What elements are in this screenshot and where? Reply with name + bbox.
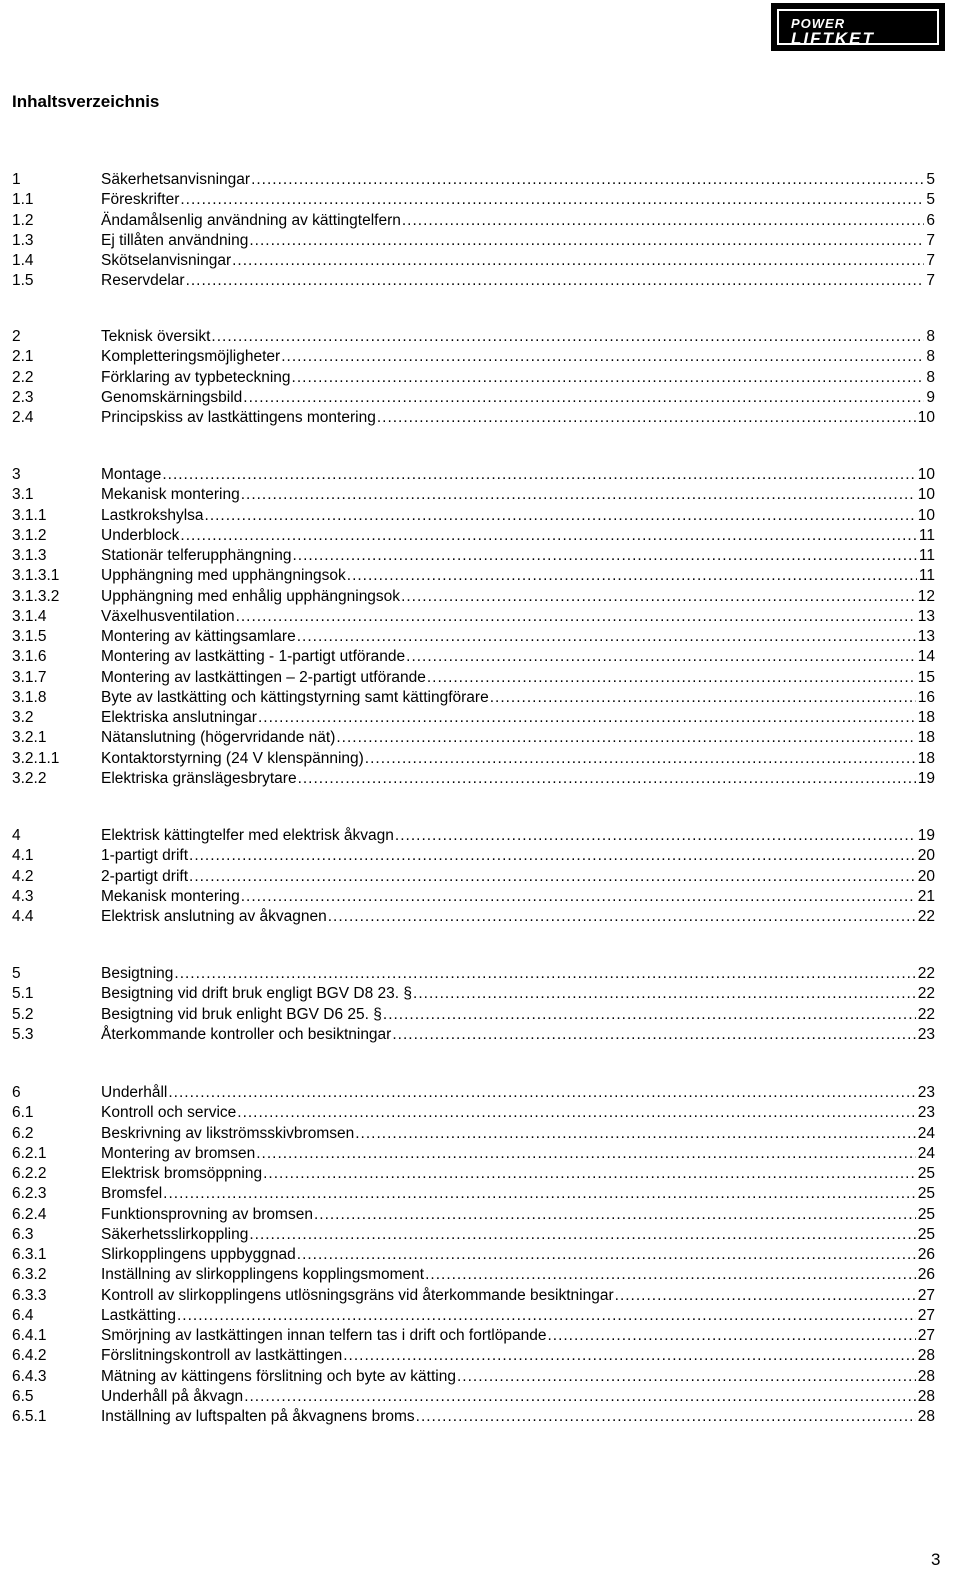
toc-entry-number: 6.2.3 bbox=[12, 1185, 47, 1203]
toc-dot-leader bbox=[251, 170, 924, 190]
toc-dot-leader bbox=[427, 668, 916, 688]
toc-entry-page: 18 bbox=[917, 749, 935, 767]
toc-dot-leader bbox=[298, 769, 916, 789]
toc-entry-page: 19 bbox=[917, 827, 935, 844]
toc-entry-page: 28 bbox=[917, 1367, 935, 1385]
toc-dot-leader bbox=[457, 1367, 916, 1387]
toc-entry-title: Stationär telferupphängning bbox=[101, 546, 292, 566]
toc-entry[interactable] bbox=[12, 826, 935, 846]
toc-dot-leader bbox=[163, 1184, 916, 1204]
toc-dot-leader bbox=[297, 1245, 916, 1265]
toc-section-5 bbox=[12, 964, 935, 1045]
toc-dot-leader bbox=[237, 1103, 915, 1123]
toc-entry-title: Elektrisk kättingtelfer med elektrisk åkvagn bbox=[101, 826, 395, 846]
toc-entry[interactable] bbox=[12, 327, 935, 347]
toc-entry[interactable] bbox=[12, 408, 935, 428]
toc-entry-title: Växelhusventilation bbox=[101, 607, 236, 627]
toc-entry-number: 3.1.3.1 bbox=[12, 567, 60, 585]
toc-entry-page: 11 bbox=[918, 547, 935, 564]
toc-dot-leader bbox=[243, 388, 924, 408]
toc-dot-leader bbox=[328, 907, 916, 927]
toc-entry[interactable] bbox=[12, 1286, 935, 1306]
toc-dot-leader bbox=[314, 1205, 916, 1225]
toc-entry[interactable] bbox=[12, 526, 935, 546]
toc-entry-title: Lastkätting bbox=[101, 1306, 177, 1326]
toc-entry[interactable] bbox=[12, 749, 935, 769]
toc-entry[interactable] bbox=[12, 984, 935, 1004]
toc-entry[interactable] bbox=[12, 388, 935, 408]
toc-entry-number: 3.1 bbox=[12, 486, 34, 504]
toc-entry-page: 15 bbox=[917, 668, 935, 686]
toc-entry-page: 24 bbox=[917, 1144, 935, 1162]
toc-entry-number: 6.4.1 bbox=[12, 1327, 47, 1344]
toc-entry-page: 23 bbox=[917, 1025, 935, 1043]
toc-entry-number: 4 bbox=[12, 827, 21, 844]
toc-entry[interactable] bbox=[12, 607, 935, 627]
toc-entry-page: 7 bbox=[926, 231, 935, 249]
toc-entry-title: Mätning av kättingens förslitning och byte av kätting bbox=[101, 1367, 457, 1387]
toc-entry-page: 24 bbox=[917, 1124, 935, 1142]
toc-entry-page: 7 bbox=[926, 252, 935, 269]
toc-entry-page: 14 bbox=[917, 648, 935, 666]
toc-entry-number: 6.5 bbox=[12, 1387, 34, 1405]
toc-entry-title: 2-partigt drift bbox=[101, 867, 189, 887]
toc-entry-page: 25 bbox=[917, 1185, 935, 1203]
toc-entry-number: 6.4.3 bbox=[12, 1367, 47, 1385]
toc-dot-leader bbox=[256, 1144, 916, 1164]
toc-entry-number: 2 bbox=[12, 328, 21, 345]
toc-entry[interactable] bbox=[12, 1124, 935, 1144]
toc-section-3 bbox=[12, 465, 935, 789]
toc-entry-page: 22 bbox=[917, 908, 935, 925]
toc-entry-number: 4.2 bbox=[12, 867, 34, 885]
toc-entry[interactable] bbox=[12, 708, 935, 728]
toc-entry-page: 28 bbox=[917, 1347, 935, 1365]
toc-entry-title: Mekanisk montering bbox=[101, 485, 241, 505]
toc-entry-title: Föreskrifter bbox=[101, 190, 180, 210]
toc-entry-title: Kontroll och service bbox=[101, 1103, 237, 1123]
toc-entry-page: 10 bbox=[917, 409, 935, 426]
toc-entry-page: 25 bbox=[917, 1165, 935, 1182]
toc-entry-title: Principskiss av lastkättingens montering bbox=[101, 408, 377, 428]
toc-entry-title: Underhåll på åkvagn bbox=[101, 1387, 244, 1407]
toc-entry-page: 20 bbox=[917, 847, 935, 865]
toc-entry-page: 28 bbox=[917, 1408, 935, 1425]
toc-entry[interactable] bbox=[12, 587, 935, 607]
toc-entry-title: Inställning av luftspalten på åkvagnens broms bbox=[101, 1407, 416, 1427]
toc-entry[interactable] bbox=[12, 1367, 935, 1387]
toc-dot-leader bbox=[347, 566, 917, 586]
toc-entry[interactable] bbox=[12, 728, 935, 748]
toc-entry[interactable] bbox=[12, 190, 935, 210]
toc-entry[interactable] bbox=[12, 1103, 935, 1123]
toc-entry[interactable] bbox=[12, 1005, 935, 1025]
toc-entry[interactable] bbox=[12, 251, 935, 271]
toc-entry-number: 6.3.2 bbox=[12, 1266, 47, 1284]
toc-dot-leader bbox=[365, 749, 916, 769]
toc-entry-page: 16 bbox=[917, 688, 935, 706]
toc-entry-title: Elektrisk anslutning av åkvagnen bbox=[101, 907, 328, 927]
toc-entry-title: Inställning av slirkopplingens kopplingsmoment bbox=[101, 1265, 425, 1285]
toc-entry-page: 10 bbox=[917, 506, 935, 524]
toc-dot-leader bbox=[189, 867, 916, 887]
toc-entry[interactable] bbox=[12, 964, 935, 984]
toc-entry-title: Upphängning med enhålig upphängningsok bbox=[101, 587, 401, 607]
toc-dot-leader bbox=[249, 231, 924, 251]
toc-entry[interactable] bbox=[12, 485, 935, 505]
toc-dot-leader bbox=[205, 506, 916, 526]
toc-entry-number: 1.1 bbox=[12, 191, 34, 209]
toc-entry[interactable] bbox=[12, 1083, 935, 1103]
toc-entry-title: Ändamålsenlig användning av kättingtelfern bbox=[101, 211, 402, 231]
toc-entry-title: Smörjning av lastkättingen innan telfern tas i drift och fortlöpande bbox=[101, 1326, 547, 1346]
toc-dot-leader bbox=[383, 1005, 916, 1025]
toc-entry[interactable] bbox=[12, 688, 935, 708]
toc-entry-title: Förslitningskontroll av lastkättingen bbox=[101, 1346, 343, 1366]
toc-entry-title: Säkerhetsslirkoppling bbox=[101, 1225, 249, 1245]
toc-entry-title: Reservdelar bbox=[101, 271, 186, 291]
toc-entry-number: 6.2.2 bbox=[12, 1165, 47, 1182]
toc-entry-number: 6.3.3 bbox=[12, 1286, 47, 1304]
toc-entry[interactable] bbox=[12, 1387, 935, 1407]
toc-entry-number: 6.2.4 bbox=[12, 1205, 47, 1223]
toc-dot-leader bbox=[263, 1164, 916, 1184]
toc-entry-page: 9 bbox=[926, 388, 935, 406]
toc-dot-leader bbox=[292, 546, 916, 566]
toc-entry-number: 3.2.1.1 bbox=[12, 749, 60, 767]
toc-dot-leader bbox=[355, 1124, 916, 1144]
toc-entry-page: 11 bbox=[918, 567, 935, 585]
toc-entry-page: 10 bbox=[917, 466, 935, 483]
page-number: 3 bbox=[931, 1550, 941, 1569]
toc-entry-number: 6.4.2 bbox=[12, 1347, 47, 1365]
toc-entry[interactable] bbox=[12, 1205, 935, 1225]
toc-entry-number: 3.1.5 bbox=[12, 628, 47, 645]
toc-dot-leader bbox=[174, 964, 915, 984]
toc-entry-page: 5 bbox=[926, 171, 935, 188]
toc-entry-number: 2.3 bbox=[12, 388, 34, 406]
logo-text-power: POWER bbox=[791, 16, 846, 31]
toc-dot-leader bbox=[395, 826, 916, 846]
toc-entry-page: 8 bbox=[926, 368, 935, 386]
toc-entry-title: Underblock bbox=[101, 526, 180, 546]
toc-dot-leader bbox=[189, 846, 916, 866]
toc-entry-title: Skötselanvisningar bbox=[101, 251, 232, 271]
toc-dot-leader bbox=[377, 408, 916, 428]
toc-section-2 bbox=[12, 327, 935, 428]
toc-entry-number: 3.2.1 bbox=[12, 729, 47, 747]
toc-entry[interactable] bbox=[12, 846, 935, 866]
logo-frame bbox=[777, 9, 939, 48]
toc-section-1 bbox=[12, 170, 935, 292]
toc-dot-leader bbox=[615, 1286, 916, 1306]
toc-dot-leader bbox=[241, 887, 916, 907]
toc-entry-page: 27 bbox=[917, 1286, 935, 1304]
toc-entry-number: 5.3 bbox=[12, 1025, 34, 1043]
power-liftket-logo bbox=[771, 3, 945, 51]
toc-entry-page: 12 bbox=[917, 587, 935, 605]
toc-entry-title: Ej tillåten användning bbox=[101, 231, 249, 251]
toc-entry-page: 22 bbox=[917, 985, 935, 1003]
toc-entry-title: Nätanslutning (högervridande nät) bbox=[101, 728, 336, 748]
toc-entry[interactable] bbox=[12, 368, 935, 388]
toc-entry-page: 26 bbox=[917, 1246, 935, 1263]
toc-entry-number: 4.3 bbox=[12, 887, 34, 905]
toc-entry-page: 8 bbox=[926, 348, 935, 366]
toc-entry[interactable] bbox=[12, 546, 935, 566]
toc-entry-page: 27 bbox=[917, 1306, 935, 1324]
toc-entry[interactable] bbox=[12, 211, 935, 231]
toc-dot-leader bbox=[241, 485, 916, 505]
toc-entry-number: 3.2 bbox=[12, 709, 34, 726]
toc-dot-leader bbox=[416, 1407, 916, 1427]
toc-entry-number: 3.1.7 bbox=[12, 668, 47, 686]
toc-entry-number: 3.1.3.2 bbox=[12, 587, 60, 605]
toc-entry[interactable] bbox=[12, 1225, 935, 1245]
toc-entry[interactable] bbox=[12, 1346, 935, 1366]
toc-dot-leader bbox=[425, 1265, 916, 1285]
toc-entry-title: Teknisk översikt bbox=[101, 327, 211, 347]
toc-entry-number: 1 bbox=[12, 171, 21, 188]
toc-entry[interactable] bbox=[12, 347, 935, 367]
toc-entry-number: 2.1 bbox=[12, 348, 34, 366]
toc-entry-page: 27 bbox=[917, 1327, 935, 1344]
toc-entry[interactable] bbox=[12, 566, 935, 586]
toc-entry-title: Montage bbox=[101, 465, 162, 485]
toc-entry[interactable] bbox=[12, 668, 935, 688]
toc-section-4 bbox=[12, 826, 935, 927]
toc-entry-title: 1-partigt drift bbox=[101, 846, 189, 866]
toc-dot-leader bbox=[406, 647, 916, 667]
toc-entry-number: 6.1 bbox=[12, 1104, 34, 1122]
toc-dot-leader bbox=[180, 190, 924, 210]
toc-entry-number: 3.1.4 bbox=[12, 607, 47, 625]
toc-title: Inhaltsverzeichnis bbox=[12, 92, 160, 111]
toc-entry-page: 5 bbox=[926, 191, 935, 209]
toc-entry[interactable] bbox=[12, 1326, 935, 1346]
toc-dot-leader bbox=[258, 708, 916, 728]
toc-dot-leader bbox=[168, 1083, 915, 1103]
toc-dot-leader bbox=[547, 1326, 915, 1346]
toc-entry-title: Montering av lastkättingen – 2-partigt utförande bbox=[101, 668, 427, 688]
toc-entry-page: 28 bbox=[917, 1387, 935, 1405]
toc-entry-title: Underhåll bbox=[101, 1083, 168, 1103]
toc-entry-number: 6.5.1 bbox=[12, 1408, 47, 1425]
toc-dot-leader bbox=[490, 688, 916, 708]
toc-dot-leader bbox=[402, 211, 925, 231]
toc-entry-number: 2.2 bbox=[12, 368, 34, 386]
toc-entry-page: 23 bbox=[917, 1104, 935, 1122]
toc-dot-leader bbox=[281, 347, 924, 367]
toc-entry-page: 18 bbox=[917, 709, 935, 726]
toc-entry-title: Besigtning vid drift bruk engligt BGV D8 23. § bbox=[101, 984, 413, 1004]
toc-entry-number: 6.3.1 bbox=[12, 1246, 47, 1263]
toc-entry[interactable] bbox=[12, 1245, 935, 1265]
toc-entry[interactable] bbox=[12, 647, 935, 667]
toc-dot-leader bbox=[236, 607, 916, 627]
toc-entry-title: Montering av kättingsamlare bbox=[101, 627, 297, 647]
toc-entry-page: 8 bbox=[926, 328, 935, 345]
toc-entry[interactable] bbox=[12, 1164, 935, 1184]
logo-text-liftket: LIFTKET bbox=[791, 29, 875, 48]
toc-entry[interactable] bbox=[12, 907, 935, 927]
toc-entry-number: 5.1 bbox=[12, 985, 34, 1003]
toc-entry-title: Kontaktorstyrning (24 V klenspänning) bbox=[101, 749, 365, 769]
toc-entry-page: 22 bbox=[917, 965, 935, 982]
toc-entry-title: Upphängning med upphängningsok bbox=[101, 566, 347, 586]
toc-entry[interactable] bbox=[12, 465, 935, 485]
toc-entry-number: 3.1.1 bbox=[12, 506, 47, 524]
toc-entry-page: 19 bbox=[917, 769, 935, 787]
toc-dot-leader bbox=[292, 368, 925, 388]
toc-entry-number: 4.1 bbox=[12, 847, 34, 865]
toc-entry-number: 5 bbox=[12, 965, 21, 982]
toc-dot-leader bbox=[249, 1225, 915, 1245]
toc-entry-number: 5.2 bbox=[12, 1005, 34, 1023]
toc-entry-number: 1.2 bbox=[12, 211, 34, 229]
toc-entry[interactable] bbox=[12, 867, 935, 887]
toc-entry-title: Säkerhetsanvisningar bbox=[101, 170, 251, 190]
toc-section-6 bbox=[12, 1083, 935, 1427]
toc-entry-number: 3.1.2 bbox=[12, 526, 47, 544]
toc-dot-leader bbox=[211, 327, 924, 347]
toc-entry-title: Lastkrokshylsa bbox=[101, 506, 205, 526]
toc-entry[interactable] bbox=[12, 271, 935, 291]
toc-dot-leader bbox=[392, 1025, 915, 1045]
toc-entry-title: Elektriska gränslägesbrytare bbox=[101, 769, 298, 789]
toc-entry-page: 11 bbox=[918, 526, 935, 544]
toc-entry-page: 7 bbox=[926, 272, 935, 290]
toc-dot-leader bbox=[343, 1346, 916, 1366]
toc-entry-number: 2.4 bbox=[12, 409, 34, 426]
toc-entry[interactable] bbox=[12, 627, 935, 647]
toc-entry-page: 22 bbox=[917, 1005, 935, 1023]
toc-entry-title: Byte av lastkätting och kättingstyrning samt kättingförare bbox=[101, 688, 490, 708]
toc-entry-title: Kompletteringsmöjligheter bbox=[101, 347, 281, 367]
toc-entry[interactable] bbox=[12, 1407, 935, 1427]
toc-entry-number: 6.2 bbox=[12, 1124, 34, 1142]
toc-entry-number: 1.3 bbox=[12, 231, 34, 249]
toc-entry-number: 1.4 bbox=[12, 252, 34, 269]
toc-entry-number: 6.4 bbox=[12, 1306, 34, 1324]
toc-entry[interactable] bbox=[12, 1025, 935, 1045]
toc-dot-leader bbox=[186, 271, 925, 291]
toc-entry-number: 6.2.1 bbox=[12, 1144, 47, 1162]
toc-entry-number: 1.5 bbox=[12, 272, 34, 290]
toc-entry[interactable] bbox=[12, 1144, 935, 1164]
toc-entry-number: 3.2.2 bbox=[12, 769, 47, 787]
toc-dot-leader bbox=[336, 728, 915, 748]
toc-entry-page: 25 bbox=[917, 1205, 935, 1223]
toc-entry-title: Mekanisk montering bbox=[101, 887, 241, 907]
toc-entry-title: Elektrisk bromsöppning bbox=[101, 1164, 263, 1184]
toc-entry-page: 26 bbox=[917, 1266, 935, 1284]
toc-entry-number: 3.1.3 bbox=[12, 547, 47, 564]
toc-dot-leader bbox=[180, 526, 917, 546]
toc-entry[interactable] bbox=[12, 769, 935, 789]
toc-entry-page: 21 bbox=[917, 887, 935, 905]
toc-entry-page: 20 bbox=[917, 867, 935, 885]
toc-entry-title: Montering av lastkätting - 1-partigt utförande bbox=[101, 647, 406, 667]
toc-entry-title: Elektriska anslutningar bbox=[101, 708, 258, 728]
toc-entry-title: Bromsfel bbox=[101, 1184, 163, 1204]
toc-entry-number: 3.1.8 bbox=[12, 688, 47, 706]
toc-entry-title: Förklaring av typbeteckning bbox=[101, 368, 292, 388]
toc-dot-leader bbox=[232, 251, 924, 271]
toc-entry-number: 4.4 bbox=[12, 908, 34, 925]
toc-dot-leader bbox=[244, 1387, 916, 1407]
toc-dot-leader bbox=[162, 465, 915, 485]
toc-dot-leader bbox=[177, 1306, 916, 1326]
toc-entry[interactable] bbox=[12, 231, 935, 251]
toc-entry-number: 3.1.6 bbox=[12, 648, 47, 666]
toc-entry-title: Montering av bromsen bbox=[101, 1144, 256, 1164]
toc-entry[interactable] bbox=[12, 1184, 935, 1204]
toc-entry-page: 18 bbox=[917, 729, 935, 747]
toc-entry-number: 6 bbox=[12, 1084, 21, 1101]
toc-entry-number: 6.3 bbox=[12, 1225, 34, 1243]
toc-entry-page: 6 bbox=[926, 211, 935, 229]
toc-entry[interactable] bbox=[12, 506, 935, 526]
toc-entry[interactable] bbox=[12, 1306, 935, 1326]
toc-entry[interactable] bbox=[12, 887, 935, 907]
toc-entry-title: Funktionsprovning av bromsen bbox=[101, 1205, 314, 1225]
toc-entry-page: 25 bbox=[917, 1225, 935, 1243]
toc-entry-title: Genomskärningsbild bbox=[101, 388, 243, 408]
toc-entry-title: Beskrivning av likströmsskivbromsen bbox=[101, 1124, 355, 1144]
toc-entry-title: Kontroll av slirkopplingens utlösningsgräns vid återkommande besiktningar bbox=[101, 1286, 615, 1306]
toc-entry[interactable] bbox=[12, 170, 935, 190]
toc-entry-page: 13 bbox=[917, 607, 935, 625]
toc-dot-leader bbox=[401, 587, 916, 607]
toc-dot-leader bbox=[297, 627, 916, 647]
toc-entry-title: Slirkopplingens uppbyggnad bbox=[101, 1245, 297, 1265]
toc-entry[interactable] bbox=[12, 1265, 935, 1285]
toc-entry-number: 3 bbox=[12, 466, 21, 483]
toc-entry-page: 13 bbox=[917, 628, 935, 645]
toc-entry-page: 23 bbox=[917, 1084, 935, 1101]
toc-dot-leader bbox=[413, 984, 916, 1004]
toc-entry-title: Återkommande kontroller och besiktningar bbox=[101, 1025, 392, 1045]
toc-entry-title: Besigtning bbox=[101, 964, 174, 984]
toc-entry-title: Besigtning vid bruk enlight BGV D6 25. § bbox=[101, 1005, 383, 1025]
toc-entry-page: 10 bbox=[917, 486, 935, 504]
